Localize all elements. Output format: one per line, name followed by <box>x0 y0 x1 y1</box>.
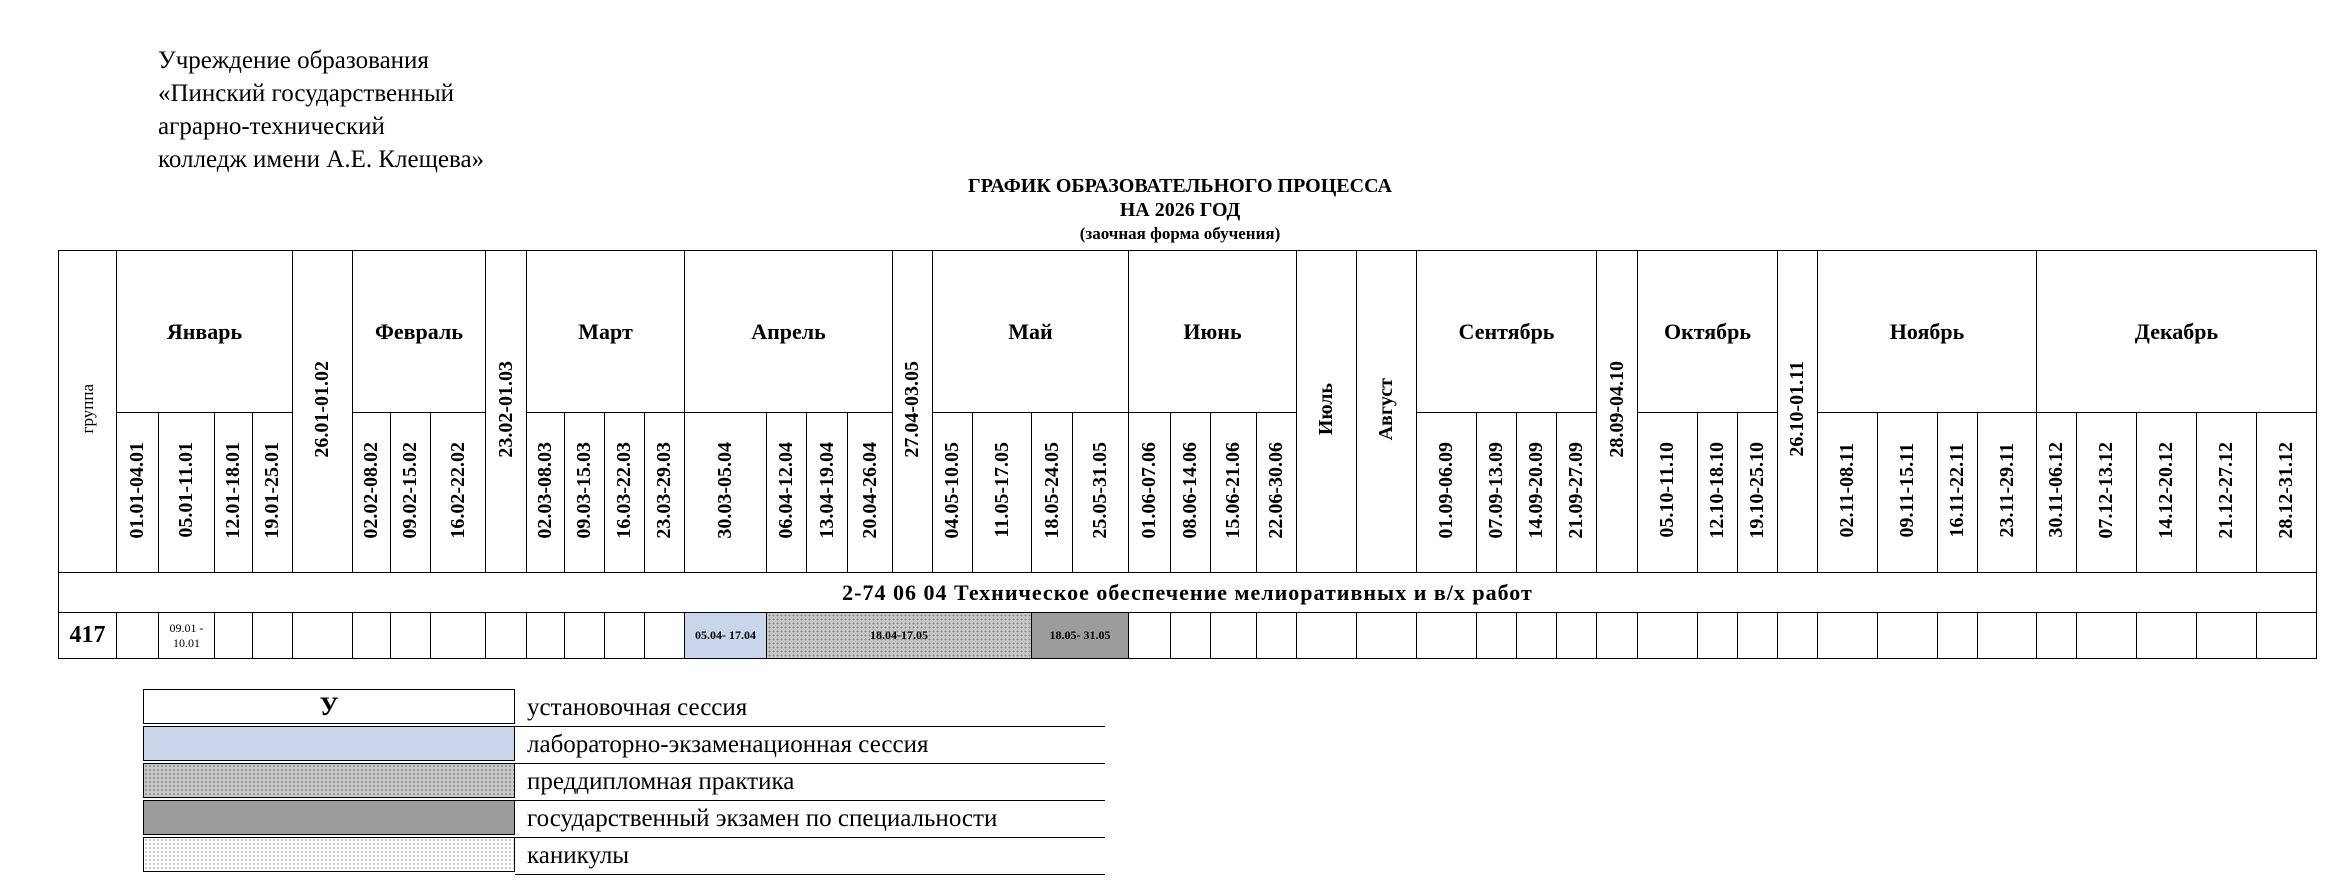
legend-item <box>143 727 1105 764</box>
legend-label: лабораторно-экзаменационная сессия <box>515 727 1105 764</box>
legend-item <box>143 801 1105 838</box>
week-cell <box>1638 413 1698 573</box>
state-exam-period-text: 18.05- 31.05 <box>1049 628 1111 642</box>
week-label: 19.10-25.10 <box>1746 441 1768 539</box>
week-cell <box>215 413 253 573</box>
schedule-table <box>58 250 2317 659</box>
empty-cell <box>215 613 253 659</box>
empty-cell <box>1417 613 1477 659</box>
empty-cell <box>1171 613 1211 659</box>
week-label: 01.06-07.06 <box>1138 441 1160 539</box>
week-label: 21.09-27.09 <box>1565 441 1587 539</box>
week-cell <box>807 413 848 573</box>
empty-cell <box>1698 613 1738 659</box>
month-header: Октябрь <box>1638 251 1778 413</box>
week-cell <box>1129 413 1171 573</box>
week-label: 13.04-19.04 <box>815 441 838 539</box>
vertical-month-cell <box>1297 251 1357 573</box>
week-cell <box>353 413 391 573</box>
empty-cell <box>1597 613 1638 659</box>
week-label: 21.12-27.12 <box>2215 441 2237 539</box>
week-cell <box>431 413 486 573</box>
empty-cell <box>2197 613 2257 659</box>
week-cell <box>1698 413 1738 573</box>
legend-label: государственный экзамен по специальности <box>515 801 1105 838</box>
bridge-week-cell <box>893 251 933 573</box>
institution-line: аграрно-технический <box>158 113 385 140</box>
empty-cell <box>486 613 527 659</box>
week-cell <box>2077 413 2137 573</box>
month-header: Июнь <box>1129 251 1297 413</box>
week-label: 02.03-08.03 <box>534 441 556 539</box>
practice-period <box>767 613 1032 659</box>
week-label: 02.02-08.02 <box>360 441 382 539</box>
week-cell <box>1073 413 1129 573</box>
title-line-1: ГРАФИК ОБРАЗОВАТЕЛЬНОГО ПРОЦЕССА <box>968 175 1392 197</box>
week-label: 05.01-11.01 <box>175 442 197 538</box>
empty-cell <box>1778 613 1818 659</box>
week-label: 07.09-13.09 <box>1485 441 1507 539</box>
week-label: 16.03-22.03 <box>613 441 635 539</box>
week-label: 16.02-22.02 <box>446 441 469 539</box>
legend-swatch-vacation <box>143 837 515 872</box>
empty-cell <box>2137 613 2197 659</box>
week-label: 18.05-24.05 <box>1040 441 1063 539</box>
week-label: 20.04-26.04 <box>858 441 881 539</box>
empty-cell <box>1878 613 1938 659</box>
week-cell <box>253 413 293 573</box>
empty-cell <box>293 613 353 659</box>
practice-period-text: 18.04-17.05 <box>870 628 928 642</box>
empty-cell <box>1257 613 1297 659</box>
week-cell <box>1417 413 1477 573</box>
document-title <box>900 174 1460 246</box>
title-line-2: НА 2026 ГОД <box>1119 199 1241 221</box>
lab-exam-session <box>685 613 767 659</box>
week-cell <box>117 413 159 573</box>
week-cell <box>1477 413 1517 573</box>
legend-swatch-lab-exam <box>143 726 515 761</box>
empty-cell <box>1297 613 1357 659</box>
bridge-week-cell <box>486 251 527 573</box>
week-label: 25.05-31.05 <box>1089 441 1111 539</box>
empty-cell <box>565 613 605 659</box>
state-exam-period <box>1032 613 1129 659</box>
week-label: 30.11-06.12 <box>2045 442 2067 538</box>
week-cell <box>391 413 431 573</box>
empty-cell <box>2077 613 2137 659</box>
vertical-month-cell <box>1357 251 1417 573</box>
week-cell <box>159 413 215 573</box>
week-label: 09.02-15.02 <box>399 441 421 539</box>
bridge-week-label: 23.02-01.03 <box>494 360 517 458</box>
week-label: 09.11-15.11 <box>1896 442 1918 538</box>
legend <box>143 690 1105 875</box>
week-label: 22.06-30.06 <box>1265 441 1287 539</box>
week-label: 06.04-12.04 <box>775 441 797 539</box>
week-label: 08.06-14.06 <box>1179 441 1201 539</box>
empty-cell <box>1938 613 1978 659</box>
week-label: 28.12-31.12 <box>2275 441 2297 539</box>
week-cell <box>1517 413 1557 573</box>
group-header-cell <box>59 251 117 573</box>
legend-item <box>143 838 1105 875</box>
week-cell <box>767 413 807 573</box>
week-label: 01.01-04.01 <box>126 441 148 539</box>
week-cell <box>933 413 973 573</box>
group-number: 417 <box>59 613 117 659</box>
institution-line: Учреждение образования <box>158 47 429 74</box>
bridge-week-label: 27.04-03.05 <box>901 360 923 458</box>
empty-cell <box>605 613 645 659</box>
week-label: 23.03-29.03 <box>653 441 675 539</box>
empty-cell <box>1978 613 2037 659</box>
week-cell <box>527 413 565 573</box>
vertical-month-label: Август <box>1375 377 1397 441</box>
week-cell <box>1878 413 1938 573</box>
week-label: 07.12-13.12 <box>2095 441 2117 539</box>
week-cell <box>973 413 1032 573</box>
empty-cell <box>431 613 486 659</box>
week-label: 12.01-18.01 <box>222 441 244 539</box>
empty-cell <box>1211 613 1257 659</box>
lab-exam-session-text: 05.04- 17.04 <box>695 628 756 642</box>
specialty-row: 2-74 06 04 Техническое обеспечение мелиоративных и в/х работ <box>59 573 2317 613</box>
week-cell <box>1938 413 1978 573</box>
legend-item <box>143 764 1105 801</box>
week-cell <box>685 413 767 573</box>
empty-cell <box>1357 613 1417 659</box>
empty-cell <box>1477 613 1517 659</box>
month-header: Сентябрь <box>1417 251 1597 413</box>
week-label: 15.06-21.06 <box>1222 441 1244 539</box>
week-cell <box>605 413 645 573</box>
empty-cell <box>1517 613 1557 659</box>
week-cell <box>565 413 605 573</box>
empty-cell <box>527 613 565 659</box>
legend-item <box>143 690 1105 727</box>
empty-cell <box>1129 613 1171 659</box>
week-cell <box>2257 413 2317 573</box>
empty-cell <box>117 613 159 659</box>
month-header: Апрель <box>685 251 893 413</box>
week-cell <box>1171 413 1211 573</box>
empty-cell <box>2257 613 2317 659</box>
institution-name <box>158 44 484 176</box>
week-label: 12.10-18.10 <box>1706 441 1728 539</box>
vertical-month-label: Июль <box>1315 382 1337 436</box>
week-label: 23.11-29.11 <box>1995 442 2018 538</box>
empty-cell <box>1738 613 1778 659</box>
empty-cell <box>1818 613 1878 659</box>
installation-session-text: 09.01 - 10.01 <box>169 620 204 650</box>
group-header: группа <box>77 384 97 434</box>
bridge-week-cell <box>293 251 353 573</box>
week-label: 04.05-10.05 <box>941 441 963 539</box>
week-label: 30.03-05.04 <box>714 441 736 539</box>
week-cell <box>2037 413 2077 573</box>
month-header: Ноябрь <box>1818 251 2037 413</box>
week-label: 14.09-20.09 <box>1525 441 1547 539</box>
empty-cell <box>253 613 293 659</box>
week-label: 16.11-22.11 <box>1946 442 1968 538</box>
legend-label: преддипломная практика <box>515 764 1105 801</box>
week-cell <box>848 413 893 573</box>
title-line-3: (заочная форма обучения) <box>1079 224 1281 243</box>
week-cell <box>2197 413 2257 573</box>
month-header: Декабрь <box>2037 251 2317 413</box>
month-header: Февраль <box>353 251 486 413</box>
empty-cell <box>391 613 431 659</box>
week-cell <box>2137 413 2197 573</box>
week-label: 01.09-06.09 <box>1435 441 1457 539</box>
empty-cell <box>645 613 685 659</box>
week-label: 02.11-08.11 <box>1836 442 1858 538</box>
month-header: Январь <box>117 251 293 413</box>
bridge-week-cell <box>1778 251 1818 573</box>
week-label: 14.12-20.12 <box>2155 441 2177 539</box>
week-cell <box>1032 413 1073 573</box>
week-label: 05.10-11.10 <box>1656 442 1678 538</box>
week-cell <box>1211 413 1257 573</box>
legend-label: каникулы <box>515 838 1105 875</box>
bridge-week-label: 26.10-01.11 <box>1786 361 1808 457</box>
month-header: Май <box>933 251 1129 413</box>
installation-session <box>159 613 215 659</box>
week-cell <box>1818 413 1878 573</box>
legend-swatch-installation: У <box>143 689 515 724</box>
week-cell <box>1738 413 1778 573</box>
institution-line: «Пинский государственный <box>158 80 455 107</box>
empty-cell <box>1638 613 1698 659</box>
legend-swatch-state-exam <box>143 800 515 835</box>
legend-label: установочная сессия <box>515 690 1105 727</box>
institution-line: колледж имени А.Е. Клещева» <box>158 146 485 173</box>
empty-cell <box>353 613 391 659</box>
month-header: Март <box>527 251 685 413</box>
week-cell <box>1557 413 1597 573</box>
empty-cell <box>2037 613 2077 659</box>
empty-cell <box>1557 613 1597 659</box>
week-cell <box>1978 413 2037 573</box>
bridge-week-label: 26.01-01.02 <box>311 360 333 458</box>
week-cell <box>645 413 685 573</box>
week-label: 09.03-15.03 <box>573 441 595 539</box>
legend-swatch-practice <box>143 763 515 798</box>
bridge-week-cell <box>1597 251 1638 573</box>
week-cell <box>1257 413 1297 573</box>
week-label: 11.05-17.05 <box>990 442 1013 538</box>
bridge-week-label: 28.09-04.10 <box>1605 360 1628 458</box>
week-label: 19.01-25.01 <box>261 441 283 539</box>
